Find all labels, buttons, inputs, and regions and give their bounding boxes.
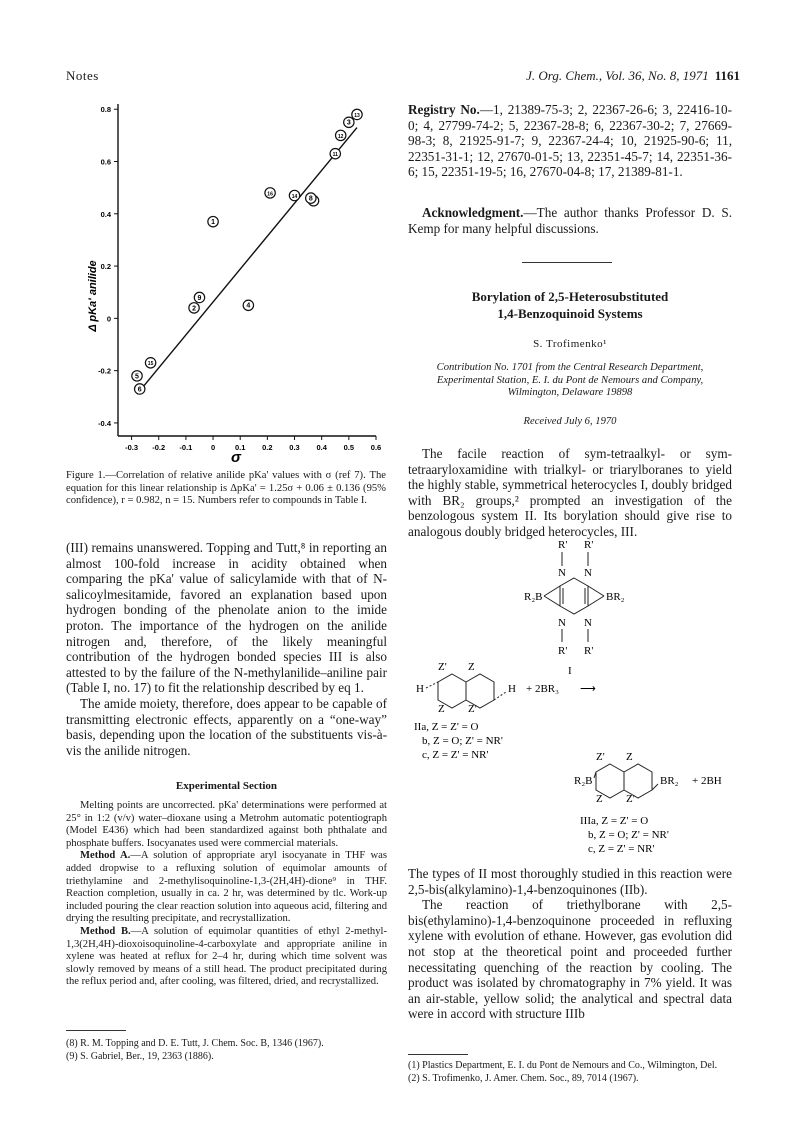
right-footnotes (408, 1060, 732, 1085)
ack-label: Acknowledgment. (422, 205, 524, 220)
article-title: Borylation of 2,5-Heterosubstituted 1,4-Benzoquinoid Systems (471, 289, 669, 321)
svg-text:⟶: ⟶ (580, 683, 596, 695)
svg-text:R': R' (584, 540, 594, 551)
affiliation: Contribution No. 1701 from the Central Research Department, Experimental Station, E. I. du Pont de Nemours and Company, Wilmington, Delaware 19898 (436, 362, 704, 399)
x-tick-label: -0.2 (152, 443, 166, 452)
data-point-label: 9 (197, 294, 202, 302)
left-paragraph-2: The amide moiety, therefore, does appear to be capable of transmitting electronic effects, apparently on a “one-way” basis, depending upon the location of the substituents vis-à-vis the anilide nitrogen. (66, 695, 387, 758)
reaction-scheme (408, 540, 738, 860)
data-point-label: 2 (192, 305, 196, 313)
page-number: 1161 (714, 68, 740, 83)
svg-text:IIIa, Z = Z' = O: IIIa, Z = Z' = O (580, 815, 649, 827)
x-tick-label: -0.3 (125, 443, 139, 452)
svg-text:N: N (584, 617, 592, 629)
experimental-para-1: Melting points are uncorrected. pKa' determinations were performed at 25° in 1:2 (v/v) water–dioxane using a Metrohm automatic potentiograph (Model E436) which had been standardized against both phthalate and phosphate buffers. Isocyanates used were commercial materials. (66, 800, 387, 849)
data-point-label: 12 (337, 133, 344, 140)
svg-text:Z': Z' (626, 793, 635, 805)
y-tick-label: -0.4 (98, 418, 111, 428)
x-tick-label: 0 (210, 443, 216, 452)
svg-text:R': R' (558, 645, 568, 657)
svg-text:N: N (558, 567, 566, 579)
figure-1-chart (78, 96, 388, 466)
data-point-label: 11 (332, 152, 338, 159)
data-point-label: 1 (211, 219, 216, 227)
footnote-2: (2) S. Trofimenko, J. Amer. Chem. Soc., 89, 7014 (1967). (408, 1072, 639, 1084)
left-column (66, 540, 387, 758)
svg-text:BR₂: BR₂ (660, 775, 679, 787)
y-tick-label: 0.8 (100, 105, 111, 115)
article-author: S. Trofimenko¹ (533, 338, 607, 350)
body-paragraph-1: The types of II most thoroughly studied in this reaction were 2,5-bis(alkylamino)-1,4-benzoquinones (IIb). (408, 866, 732, 897)
left-footnotes (66, 1038, 387, 1063)
x-tick-label: 0.3 (289, 443, 300, 452)
svg-text:IIa, Z = Z' = O: IIa, Z = Z' = O (414, 721, 479, 733)
running-head-left: Notes (66, 68, 99, 83)
svg-text:c, Z = Z' = NR': c, Z = Z' = NR' (588, 843, 655, 855)
footnote-1: (1) Plastics Department, E. I. du Pont de Nemours and Co., Wilmington, Del. (408, 1060, 718, 1071)
data-point-label: 4 (246, 302, 251, 310)
svg-text:+ 2BR₃: + 2BR₃ (526, 683, 559, 695)
svg-text:Z: Z (626, 751, 633, 763)
experimental-section (66, 800, 387, 989)
y-tick-label: 0 (106, 314, 111, 324)
svg-text:H: H (508, 683, 516, 695)
x-tick-label: -0.1 (179, 443, 193, 452)
footnote-9: (9) S. Gabriel, Ber., 19, 2363 (1886). (66, 1050, 214, 1062)
data-point-label: 5 (135, 373, 139, 381)
y-tick-label: -0.2 (98, 366, 111, 376)
regression-line (137, 128, 357, 395)
svg-text:R': R' (584, 645, 594, 657)
svg-text:H: H (416, 683, 424, 695)
x-tick-label: 0.5 (343, 443, 355, 452)
data-point-label: 13 (354, 112, 360, 119)
registry-numbers: Registry No.—1, 21389-75-3; 2, 22367-26-6; 3, 22416-10-0; 4, 27799-74-2; 5, 22367-28-8; 6, 22367-30-2; 7, 27669-98-3; 8, 21925-91-7; 9, 22367-24-4; 10, 21925-90-6; 11, 22351-31-1; 12, 27670-01-5; 13, 22351-45-7; 14, 22351-36-6; 15, 22351-19-5; 16, 27670-04-8; 17, 21389-81-1. (408, 102, 732, 180)
figure-caption: Figure 1.—Correlation of relative anilide pKa' values with σ (ref 7). The equation for this linear relationship is ΔpKa' = 1.25σ + 0.06 ± 0.136 (95% confidence), r = 0.982, n = 15. Numbers refer to compounds in Table I. (66, 470, 386, 507)
data-point-label: 15 (147, 361, 154, 368)
x-tick-label: 0.4 (316, 443, 327, 452)
method-b: Method B.—A solution of equimolar quantities of ethyl 2-methyl-1,3(2H,4H)-dioxoisoquinoline-4-carboxylate and appropriate aniline in xylene was heated at reflux for 2–4 hr, during which time solvent was slowly removed by means of a still head. The product precipitated during the reflux period and, after cooling, was filtered, dried, and recrystallized. (66, 925, 387, 988)
svg-text:Z': Z' (438, 661, 447, 673)
intro-paragraph: The facile reaction of sym-tetraalkyl- or sym-tetraaryloxamidine with trialkyl- or triarylboranes to yield the highly stable, symmetrical heterocycles I, doubly bridged with BR₂ groups,² prompted an investigation of the benzologous system II. Its borylation should give rise to analogous doubly bridged heterocycles, III. (408, 446, 732, 539)
footnote-rule-left (66, 1030, 126, 1031)
svg-text:Z: Z (596, 793, 603, 805)
left-paragraph-1: (III) remains unanswered. Topping and Tutt,⁸ in reporting an almost 100-fold increase in acidity obtained when comparing the pKa' value of salicylamide with that of N-salicoylmesitamide, favored an explanation based upon hydrogen bonding of the phenolate anion to the imide proton. The importance of the hydrogen on the anilide nitrogen and, therefore, of the likely meaningful contribution of the hydrogen bonded species III is also attested to by the failure of the N-methylanilide–aniline pair (Table I, no. 17) to fit the relationship described by eq 1. (66, 540, 387, 696)
svg-text:N: N (584, 567, 592, 579)
svg-text:Z: Z (468, 661, 475, 673)
method-a: Method A.—A solution of appropriate aryl isocyanate in THF was added dropwise to a refluxing solution of equimolar amounts of triethylamine and 2-methylisoquinoline-1,3-(2H,4H)-dione⁹ in THF. Reaction completion, usually in ca. 2 hr, was determined by tlc. Work-up included pouring the clear reaction solution into aqueous acid, filtering and drying the resulting precipitate, and recrystallization. (66, 850, 388, 925)
svg-text:R₂B: R₂B (524, 591, 543, 603)
data-point-label: 14 (291, 193, 298, 200)
data-point-label: 6 (137, 386, 142, 394)
experimental-heading: Experimental Section (175, 780, 278, 792)
acknowledgment: Acknowledgment.—The author thanks Professor D. S. Kemp for many helpful discussions. (408, 205, 732, 236)
received-date: Received July 6, 1970 (523, 416, 617, 427)
svg-text:b, Z = O; Z' = NR': b, Z = O; Z' = NR' (422, 735, 503, 747)
svg-text:R': R' (558, 540, 568, 551)
svg-text:Z: Z (438, 703, 445, 715)
x-tick-label: 0.6 (370, 443, 382, 452)
chart-points (132, 109, 362, 394)
data-point-label: 16 (267, 191, 273, 198)
y-axis-label: Δ pKa' anilide (87, 260, 99, 332)
x-axis-label: σ (231, 449, 241, 466)
svg-text:R₂B: R₂B (574, 775, 593, 787)
body-paragraph-2: The reaction of triethylborane with 2,5-bis(ethylamino)-1,4-benzoquinone proceeded in refluxing xylene with evolution of ethane. However, gas evolution did not stop at the theoretical point and proceeded further necessitating quenching of the reaction by cooling. The product was isolated by chromatography in 7% yield. It was an air-stable, yellow solid; the analytical and spectral data were in accord with structure IIIb (408, 897, 732, 1022)
svg-text:Z': Z' (596, 751, 605, 763)
method-b-label: Method B. (80, 925, 131, 937)
data-point-label: 3 (346, 119, 351, 127)
structure-I-label: I (568, 665, 572, 677)
running-head-right (486, 68, 740, 84)
svg-text:c, Z = Z' = NR': c, Z = Z' = NR' (422, 749, 489, 761)
y-tick-label: 0.2 (100, 262, 111, 272)
structure-III (574, 751, 722, 855)
svg-text:Z': Z' (468, 703, 477, 715)
method-a-label: Method A. (80, 850, 131, 862)
svg-text:+ 2BH: + 2BH (692, 775, 722, 787)
journal-citation: J. Org. Chem., Vol. 36, No. 8, 1971 (526, 68, 709, 83)
body-paragraphs (408, 866, 732, 1022)
footnote-8: (8) R. M. Topping and D. E. Tutt, J. Chem. Soc. B, 1346 (1967). (66, 1038, 324, 1049)
svg-text:b, Z = O; Z' = NR': b, Z = O; Z' = NR' (588, 829, 669, 841)
svg-text:BR₂: BR₂ (606, 591, 625, 603)
structure-I (524, 540, 625, 677)
svg-text:N: N (558, 617, 566, 629)
footnote-rule-right (408, 1054, 468, 1055)
x-tick-label: 0.1 (234, 443, 246, 452)
section-rule (522, 262, 612, 263)
data-point-label: 8 (308, 195, 313, 203)
y-tick-label: 0.6 (100, 157, 111, 167)
chart-fit-line (137, 128, 357, 395)
registry-label: Registry No. (408, 102, 480, 117)
y-tick-label: 0.4 (100, 209, 111, 219)
x-tick-label: 0.2 (262, 443, 273, 452)
